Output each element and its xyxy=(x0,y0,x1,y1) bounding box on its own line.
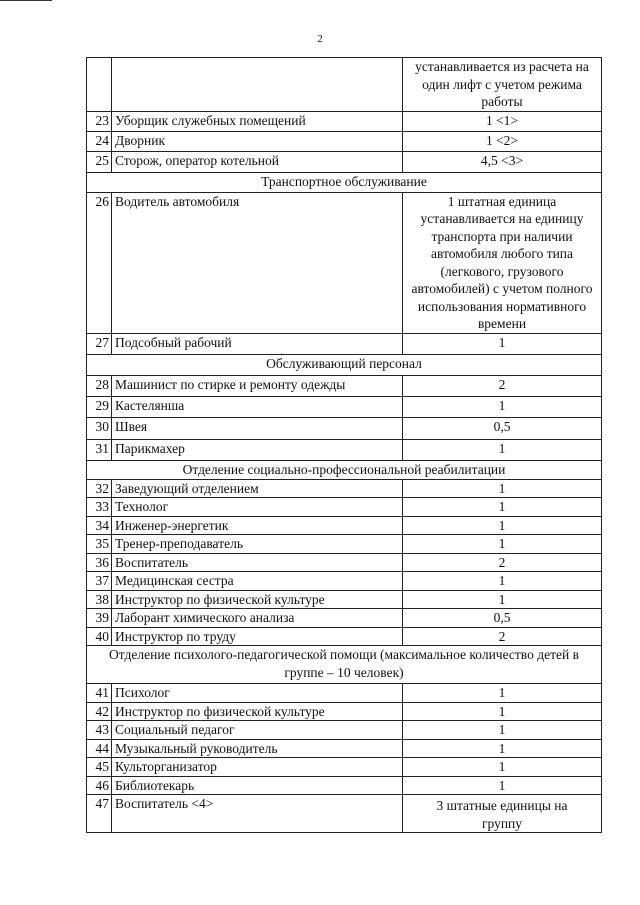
norm-value: 2 xyxy=(403,553,602,572)
table-row xyxy=(87,758,602,777)
table-row xyxy=(87,111,602,131)
table-row xyxy=(87,498,602,517)
row-number: 25 xyxy=(87,151,112,172)
table-row xyxy=(87,609,602,628)
row-number: 23 xyxy=(87,111,112,131)
position-title: Сторож, оператор котельной xyxy=(112,151,403,172)
norm-value: 1 xyxy=(403,333,602,354)
row-number: 37 xyxy=(87,572,112,591)
table-row xyxy=(87,535,602,554)
norm-value: 0,5 xyxy=(403,609,602,628)
norm-value: 1 xyxy=(403,776,602,795)
norm-value: 1 xyxy=(403,516,602,535)
norm-value: 1 xyxy=(403,721,602,740)
section-heading-row xyxy=(87,460,602,479)
norm-value: 0,5 xyxy=(403,417,602,439)
position-title: Библиотекарь xyxy=(112,776,403,795)
norm-value: 2 xyxy=(403,375,602,396)
section-heading-row xyxy=(87,646,602,684)
row-number: 46 xyxy=(87,776,112,795)
table-row xyxy=(87,627,602,646)
row-number: 26 xyxy=(87,192,112,333)
position-title: Медицинская сестра xyxy=(112,572,403,591)
section-heading-row xyxy=(87,172,602,192)
table-row xyxy=(87,417,602,439)
table-row xyxy=(87,702,602,721)
position-title: Подсобный рабочий xyxy=(112,333,403,354)
section-heading: Обслуживающий персонал xyxy=(87,354,602,375)
row-number: 30 xyxy=(87,417,112,439)
table-row xyxy=(87,131,602,151)
row-number: 35 xyxy=(87,535,112,554)
position-title: Уборщик служебных помещений xyxy=(112,111,403,131)
page-number: 2 xyxy=(317,33,323,45)
section-heading: Транспортное обслуживание xyxy=(87,172,602,192)
section-heading-row xyxy=(87,354,602,375)
position-title: Инструктор по труду xyxy=(112,627,403,646)
norm-value: 1 <1> xyxy=(403,111,602,131)
norm-value: 1 xyxy=(403,758,602,777)
table-row xyxy=(87,151,602,172)
row-number: 29 xyxy=(87,396,112,417)
norm-value: 1 <2> xyxy=(403,131,602,151)
table-row xyxy=(87,58,602,112)
row-number: 45 xyxy=(87,758,112,777)
row-number: 31 xyxy=(87,439,112,460)
norm-value: 4,5 <3> xyxy=(403,151,602,172)
table-row xyxy=(87,516,602,535)
top-rule xyxy=(0,0,52,1)
table-row xyxy=(87,572,602,591)
row-number: 34 xyxy=(87,516,112,535)
position-title: Тренер-преподаватель xyxy=(112,535,403,554)
row-number: 28 xyxy=(87,375,112,396)
table-row xyxy=(87,684,602,703)
position-title: Технолог xyxy=(112,498,403,517)
norm-value: 1 xyxy=(403,535,602,554)
position-title: Музыкальный руководитель xyxy=(112,739,403,758)
position-title: Инструктор по физической культуре xyxy=(112,590,403,609)
position-title: Водитель автомобиля xyxy=(112,192,403,333)
row-number: 41 xyxy=(87,684,112,703)
row-number: 39 xyxy=(87,609,112,628)
row-number: 32 xyxy=(87,479,112,498)
position-title: Воспитатель <4> xyxy=(112,795,403,833)
row-number: 42 xyxy=(87,702,112,721)
row-number xyxy=(87,58,112,112)
row-number: 40 xyxy=(87,627,112,646)
row-number: 44 xyxy=(87,739,112,758)
position-title: Парикмахер xyxy=(112,439,403,460)
table-row xyxy=(87,396,602,417)
position-title: Психолог xyxy=(112,684,403,703)
norm-value: 1 xyxy=(403,439,602,460)
section-heading: Отделение социально-профессиональной реабилитации xyxy=(87,460,602,479)
section-heading: Отделение психолого-педагогической помощи (максимальное количество детей в группе – 10 человек) xyxy=(87,646,602,684)
table-row xyxy=(87,776,602,795)
position-title: Швея xyxy=(112,417,403,439)
position-title: Культорганизатор xyxy=(112,758,403,777)
position-title xyxy=(112,58,403,112)
row-number: 43 xyxy=(87,721,112,740)
norm-value: 1 xyxy=(403,739,602,758)
row-number: 33 xyxy=(87,498,112,517)
table-row xyxy=(87,721,602,740)
position-title: Инструктор по физической культуре xyxy=(112,702,403,721)
row-number: 47 xyxy=(87,795,112,833)
row-number: 38 xyxy=(87,590,112,609)
norm-value: 1 xyxy=(403,684,602,703)
norm-value: 1 xyxy=(403,498,602,517)
table-row xyxy=(87,439,602,460)
table-row xyxy=(87,375,602,396)
position-title: Заведующий отделением xyxy=(112,479,403,498)
table-row xyxy=(87,333,602,354)
norm-value: 1 штатная единица устанавливается на единицу транспорта при наличии автомобиля любого типа (легкового, грузового автомобилей) с учетом полного использования нормативного времени xyxy=(403,192,602,333)
norm-value: 2 xyxy=(403,627,602,646)
table-row xyxy=(87,553,602,572)
row-number: 27 xyxy=(87,333,112,354)
norm-value: 3 штатные единицы на группу xyxy=(403,795,602,833)
table-row xyxy=(87,739,602,758)
table-row xyxy=(87,795,602,833)
norm-value: 1 xyxy=(403,702,602,721)
staff-table xyxy=(86,57,602,833)
position-title: Кастелянша xyxy=(112,396,403,417)
norm-value: 1 xyxy=(403,590,602,609)
norm-value: устанавливается из расчета на один лифт с учетом режима работы xyxy=(403,58,602,112)
table-row xyxy=(87,192,602,333)
position-title: Социальный педагог xyxy=(112,721,403,740)
norm-value: 1 xyxy=(403,479,602,498)
position-title: Дворник xyxy=(112,131,403,151)
norm-value: 1 xyxy=(403,396,602,417)
row-number: 24 xyxy=(87,131,112,151)
table-row xyxy=(87,590,602,609)
norm-value: 1 xyxy=(403,572,602,591)
row-number: 36 xyxy=(87,553,112,572)
position-title: Машинист по стирке и ремонту одежды xyxy=(112,375,403,396)
position-title: Инженер-энергетик xyxy=(112,516,403,535)
position-title: Воспитатель xyxy=(112,553,403,572)
position-title: Лаборант химического анализа xyxy=(112,609,403,628)
table-row xyxy=(87,479,602,498)
